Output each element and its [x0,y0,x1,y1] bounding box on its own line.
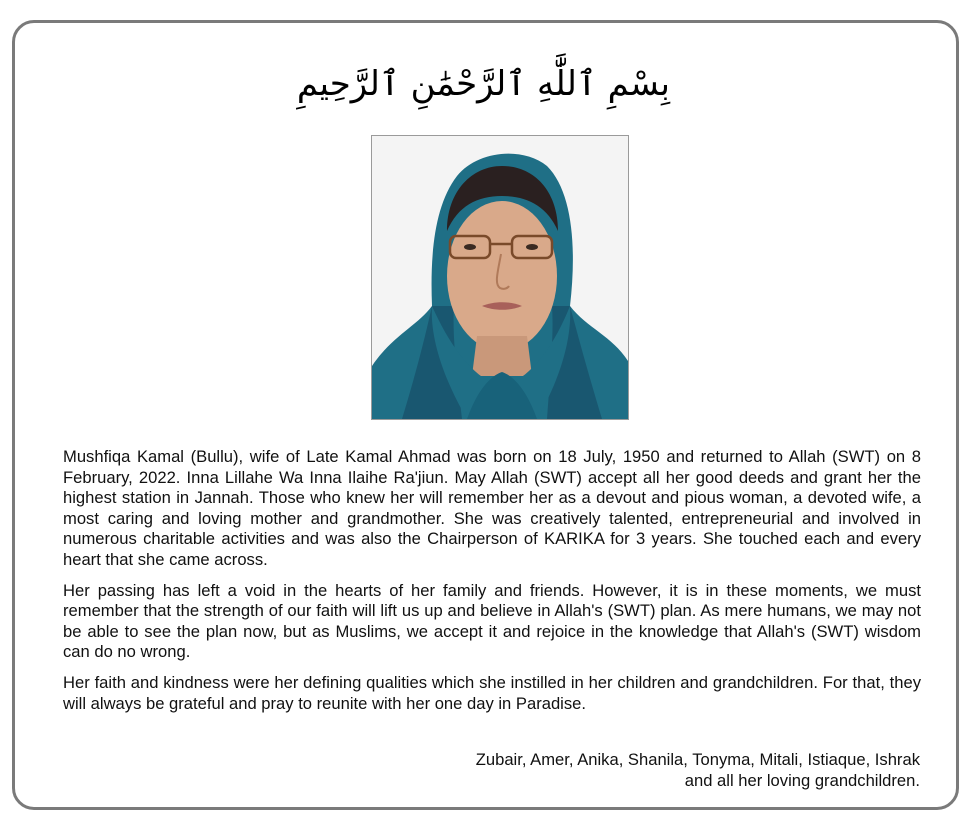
bismillah-calligraphy: بِسْمِ ٱللَّٰهِ ٱلرَّحْمَٰنِ ٱلرَّحِيمِ [296,64,670,104]
portrait-illustration [372,136,628,419]
obituary-paragraph-2: Her passing has left a void in the hearts of her family and friends. However, it is in these moments, we must remember that the strength of our faith will lift us up and believe in Allah's (SWT) plan. As mere humans, we may not be able to see the plan now, but as Muslims, we accept it and rejoice in the knowledge that Allah's (SWT) wisdom can do no wrong. [63,580,921,662]
family-signature [320,750,920,791]
signature-grandchildren: and all her loving grandchildren. [684,770,920,790]
signature-names: Zubair, Amer, Anika, Shanila, Tonyma, Mitali, Istiaque, Ishrak [475,750,920,769]
obituary-paragraph-3: Her faith and kindness were her defining qualities which she instilled in her children and grandchildren. For that, they will always be grateful and pray to reunite with her one day in Paradise. [63,672,921,713]
portrait-photo [371,135,629,420]
obituary-paragraph-1: Mushfiqa Kamal (Bullu), wife of Late Kamal Ahmad was born on 18 July, 1950 and returned to Allah (SWT) on 8 February, 2022. Inna Lillahe Wa Inna Ilaihe Ra'jiun. May Allah (SWT) accept all her good deeds and grant her the highest station in Jannah. Those who knew her will remember her as a devout and pious woman, a devoted wife, a most caring and loving mother and grandmother. She was creatively talented, entrepreneurial and involved in numerous charitable activities and was also the Chairperson of KARIKA for 3 years. She touched each and every heart that she came across. [63,447,921,569]
obituary-text [63,447,921,724]
